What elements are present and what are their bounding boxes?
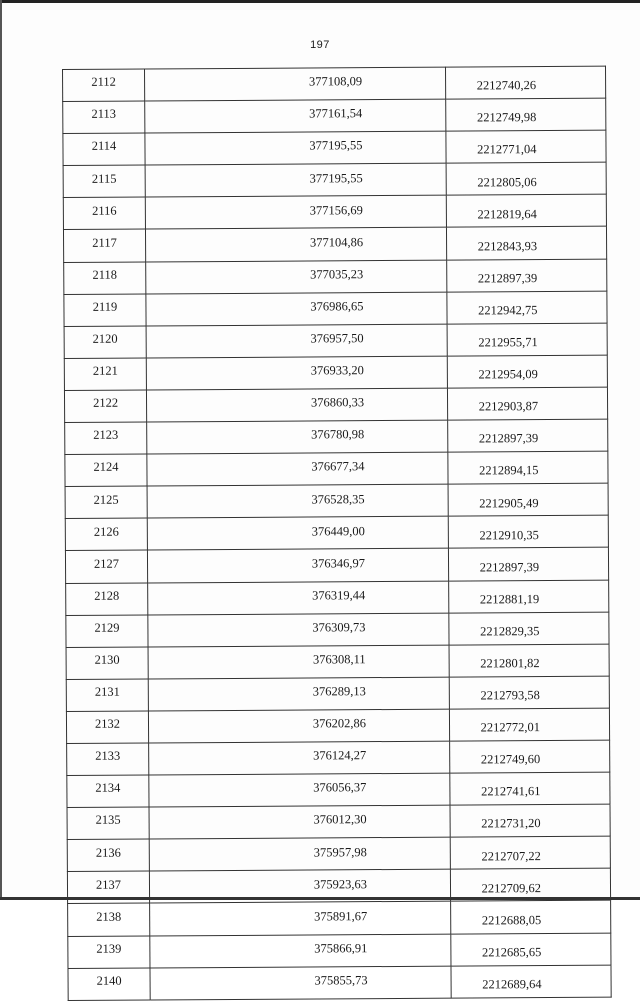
x-coordinate-cell: 375957,98 (149, 837, 450, 871)
x-coordinate-cell: 375891,67 (150, 902, 451, 936)
y-coordinate-cell: 2212741,61 (450, 772, 610, 805)
y-coordinate-cell: 2212903,87 (447, 387, 607, 420)
x-coordinate-cell: 376308,11 (148, 645, 449, 679)
point-number-cell: 2123 (65, 422, 147, 455)
table-row (66, 580, 609, 615)
table-row (65, 483, 608, 518)
point-number-cell: 2119 (64, 294, 146, 327)
y-coordinate-cell: 2212819,64 (446, 195, 606, 228)
table-row (67, 869, 610, 904)
point-number-cell: 2120 (64, 326, 146, 359)
x-coordinate-cell: 377195,55 (145, 163, 446, 197)
x-coordinate-cell: 375866,91 (150, 934, 451, 968)
y-coordinate-cell: 2212688,05 (451, 901, 611, 934)
point-number-cell: 2117 (63, 229, 145, 262)
point-number-cell: 2134 (67, 775, 149, 808)
table-row (64, 291, 607, 326)
point-number-cell: 2126 (65, 518, 147, 551)
x-coordinate-cell: 376449,00 (147, 516, 448, 550)
y-coordinate-cell: 2212689,64 (451, 965, 611, 998)
x-coordinate-cell: 376309,73 (148, 613, 449, 647)
point-number-cell: 2130 (66, 647, 148, 680)
x-coordinate-cell: 376056,37 (149, 773, 450, 807)
x-coordinate-cell: 375855,73 (150, 966, 451, 1000)
y-coordinate-cell: 2212897,39 (447, 259, 607, 292)
table-row (64, 387, 607, 422)
point-number-cell: 2140 (68, 968, 150, 1001)
table-row (64, 355, 607, 390)
y-coordinate-cell: 2212905,49 (448, 483, 608, 516)
point-number-cell: 2135 (67, 807, 149, 840)
x-coordinate-cell: 377156,69 (145, 196, 446, 230)
x-coordinate-cell: 376677,34 (147, 452, 448, 486)
point-number-cell: 2116 (63, 197, 145, 230)
point-number-cell: 2138 (68, 903, 150, 936)
y-coordinate-cell: 2212731,20 (450, 804, 610, 837)
y-coordinate-cell: 2212749,98 (446, 98, 606, 131)
table-row (63, 227, 606, 262)
table-row (63, 66, 606, 101)
point-number-cell: 2118 (64, 262, 146, 295)
x-coordinate-cell: 376124,27 (149, 741, 450, 775)
x-coordinate-cell: 376780,98 (147, 420, 448, 454)
table-row (67, 836, 610, 871)
y-coordinate-cell: 2212894,15 (448, 451, 608, 484)
x-coordinate-cell: 377108,09 (145, 67, 446, 101)
page-number: 197 (310, 39, 330, 51)
point-number-cell: 2114 (63, 133, 145, 166)
x-coordinate-cell: 376202,86 (148, 709, 449, 743)
x-coordinate-cell: 377161,54 (145, 99, 446, 133)
table-row (67, 740, 610, 775)
point-number-cell: 2131 (66, 679, 148, 712)
y-coordinate-cell: 2212954,09 (447, 355, 607, 388)
x-coordinate-cell: 376319,44 (148, 581, 449, 615)
x-coordinate-cell: 376860,33 (146, 388, 447, 422)
y-coordinate-cell: 2212749,60 (450, 740, 610, 773)
point-number-cell: 2133 (67, 743, 149, 776)
table-row (68, 933, 611, 968)
point-number-cell: 2124 (65, 454, 147, 487)
y-coordinate-cell: 2212772,01 (449, 708, 609, 741)
point-number-cell: 2136 (67, 839, 149, 872)
y-coordinate-cell: 2212942,75 (447, 291, 607, 324)
table-row (68, 901, 611, 936)
y-coordinate-cell: 2212910,35 (448, 515, 608, 548)
table-row (65, 515, 608, 550)
table-row (65, 419, 608, 454)
scan-edge-left (0, 0, 2, 900)
y-coordinate-cell: 2212740,26 (445, 66, 605, 99)
table-row (64, 323, 607, 358)
table-row (66, 676, 609, 711)
point-number-cell: 2137 (67, 871, 149, 904)
y-coordinate-cell: 2212771,04 (446, 130, 606, 163)
y-coordinate-cell: 2212897,39 (448, 548, 608, 581)
x-coordinate-cell: 376346,97 (147, 549, 448, 583)
point-number-cell: 2121 (64, 358, 146, 391)
point-number-cell: 2125 (65, 486, 147, 519)
x-coordinate-cell: 376012,30 (149, 805, 450, 839)
y-coordinate-cell: 2212955,71 (447, 323, 607, 356)
table-row (64, 259, 607, 294)
y-coordinate-cell: 2212793,58 (449, 676, 609, 709)
coordinate-table (62, 66, 612, 1001)
table-row (63, 195, 606, 230)
x-coordinate-cell: 376957,50 (146, 324, 447, 358)
y-coordinate-cell: 2212805,06 (446, 162, 606, 195)
y-coordinate-cell: 2212881,19 (449, 580, 609, 613)
point-number-cell: 2127 (65, 550, 147, 583)
table-row (63, 98, 606, 133)
y-coordinate-cell: 2212801,82 (449, 644, 609, 677)
table-row (63, 162, 606, 197)
point-number-cell: 2129 (66, 615, 148, 648)
table-row (66, 644, 609, 679)
y-coordinate-cell: 2212829,35 (449, 612, 609, 645)
y-coordinate-cell: 2212897,39 (448, 419, 608, 452)
point-number-cell: 2113 (63, 101, 145, 134)
table-row (66, 612, 609, 647)
x-coordinate-cell: 376528,35 (147, 484, 448, 518)
x-coordinate-cell: 377035,23 (146, 260, 447, 294)
x-coordinate-cell: 377104,86 (145, 228, 446, 262)
scan-edge-top (0, 0, 640, 3)
y-coordinate-cell: 2212685,65 (451, 933, 611, 966)
point-number-cell: 2122 (64, 390, 146, 423)
point-number-cell: 2115 (63, 165, 145, 198)
y-coordinate-cell: 2212709,62 (450, 869, 610, 902)
coordinate-table-body (63, 66, 612, 1000)
table-row (65, 548, 608, 583)
table-row (67, 804, 610, 839)
y-coordinate-cell: 2212707,22 (450, 836, 610, 869)
table-row (65, 451, 608, 486)
point-number-cell: 2139 (68, 936, 150, 969)
point-number-cell: 2132 (66, 711, 148, 744)
table-row (68, 965, 611, 1000)
x-coordinate-cell: 377195,55 (145, 131, 446, 165)
x-coordinate-cell: 376986,65 (146, 292, 447, 326)
point-number-cell: 2112 (63, 69, 145, 102)
table-row (66, 708, 609, 743)
x-coordinate-cell: 376933,20 (146, 356, 447, 390)
table-row (67, 772, 610, 807)
y-coordinate-cell: 2212843,93 (446, 227, 606, 260)
table-row (63, 130, 606, 165)
x-coordinate-cell: 375923,63 (149, 869, 450, 903)
x-coordinate-cell: 376289,13 (148, 677, 449, 711)
point-number-cell: 2128 (66, 582, 148, 615)
